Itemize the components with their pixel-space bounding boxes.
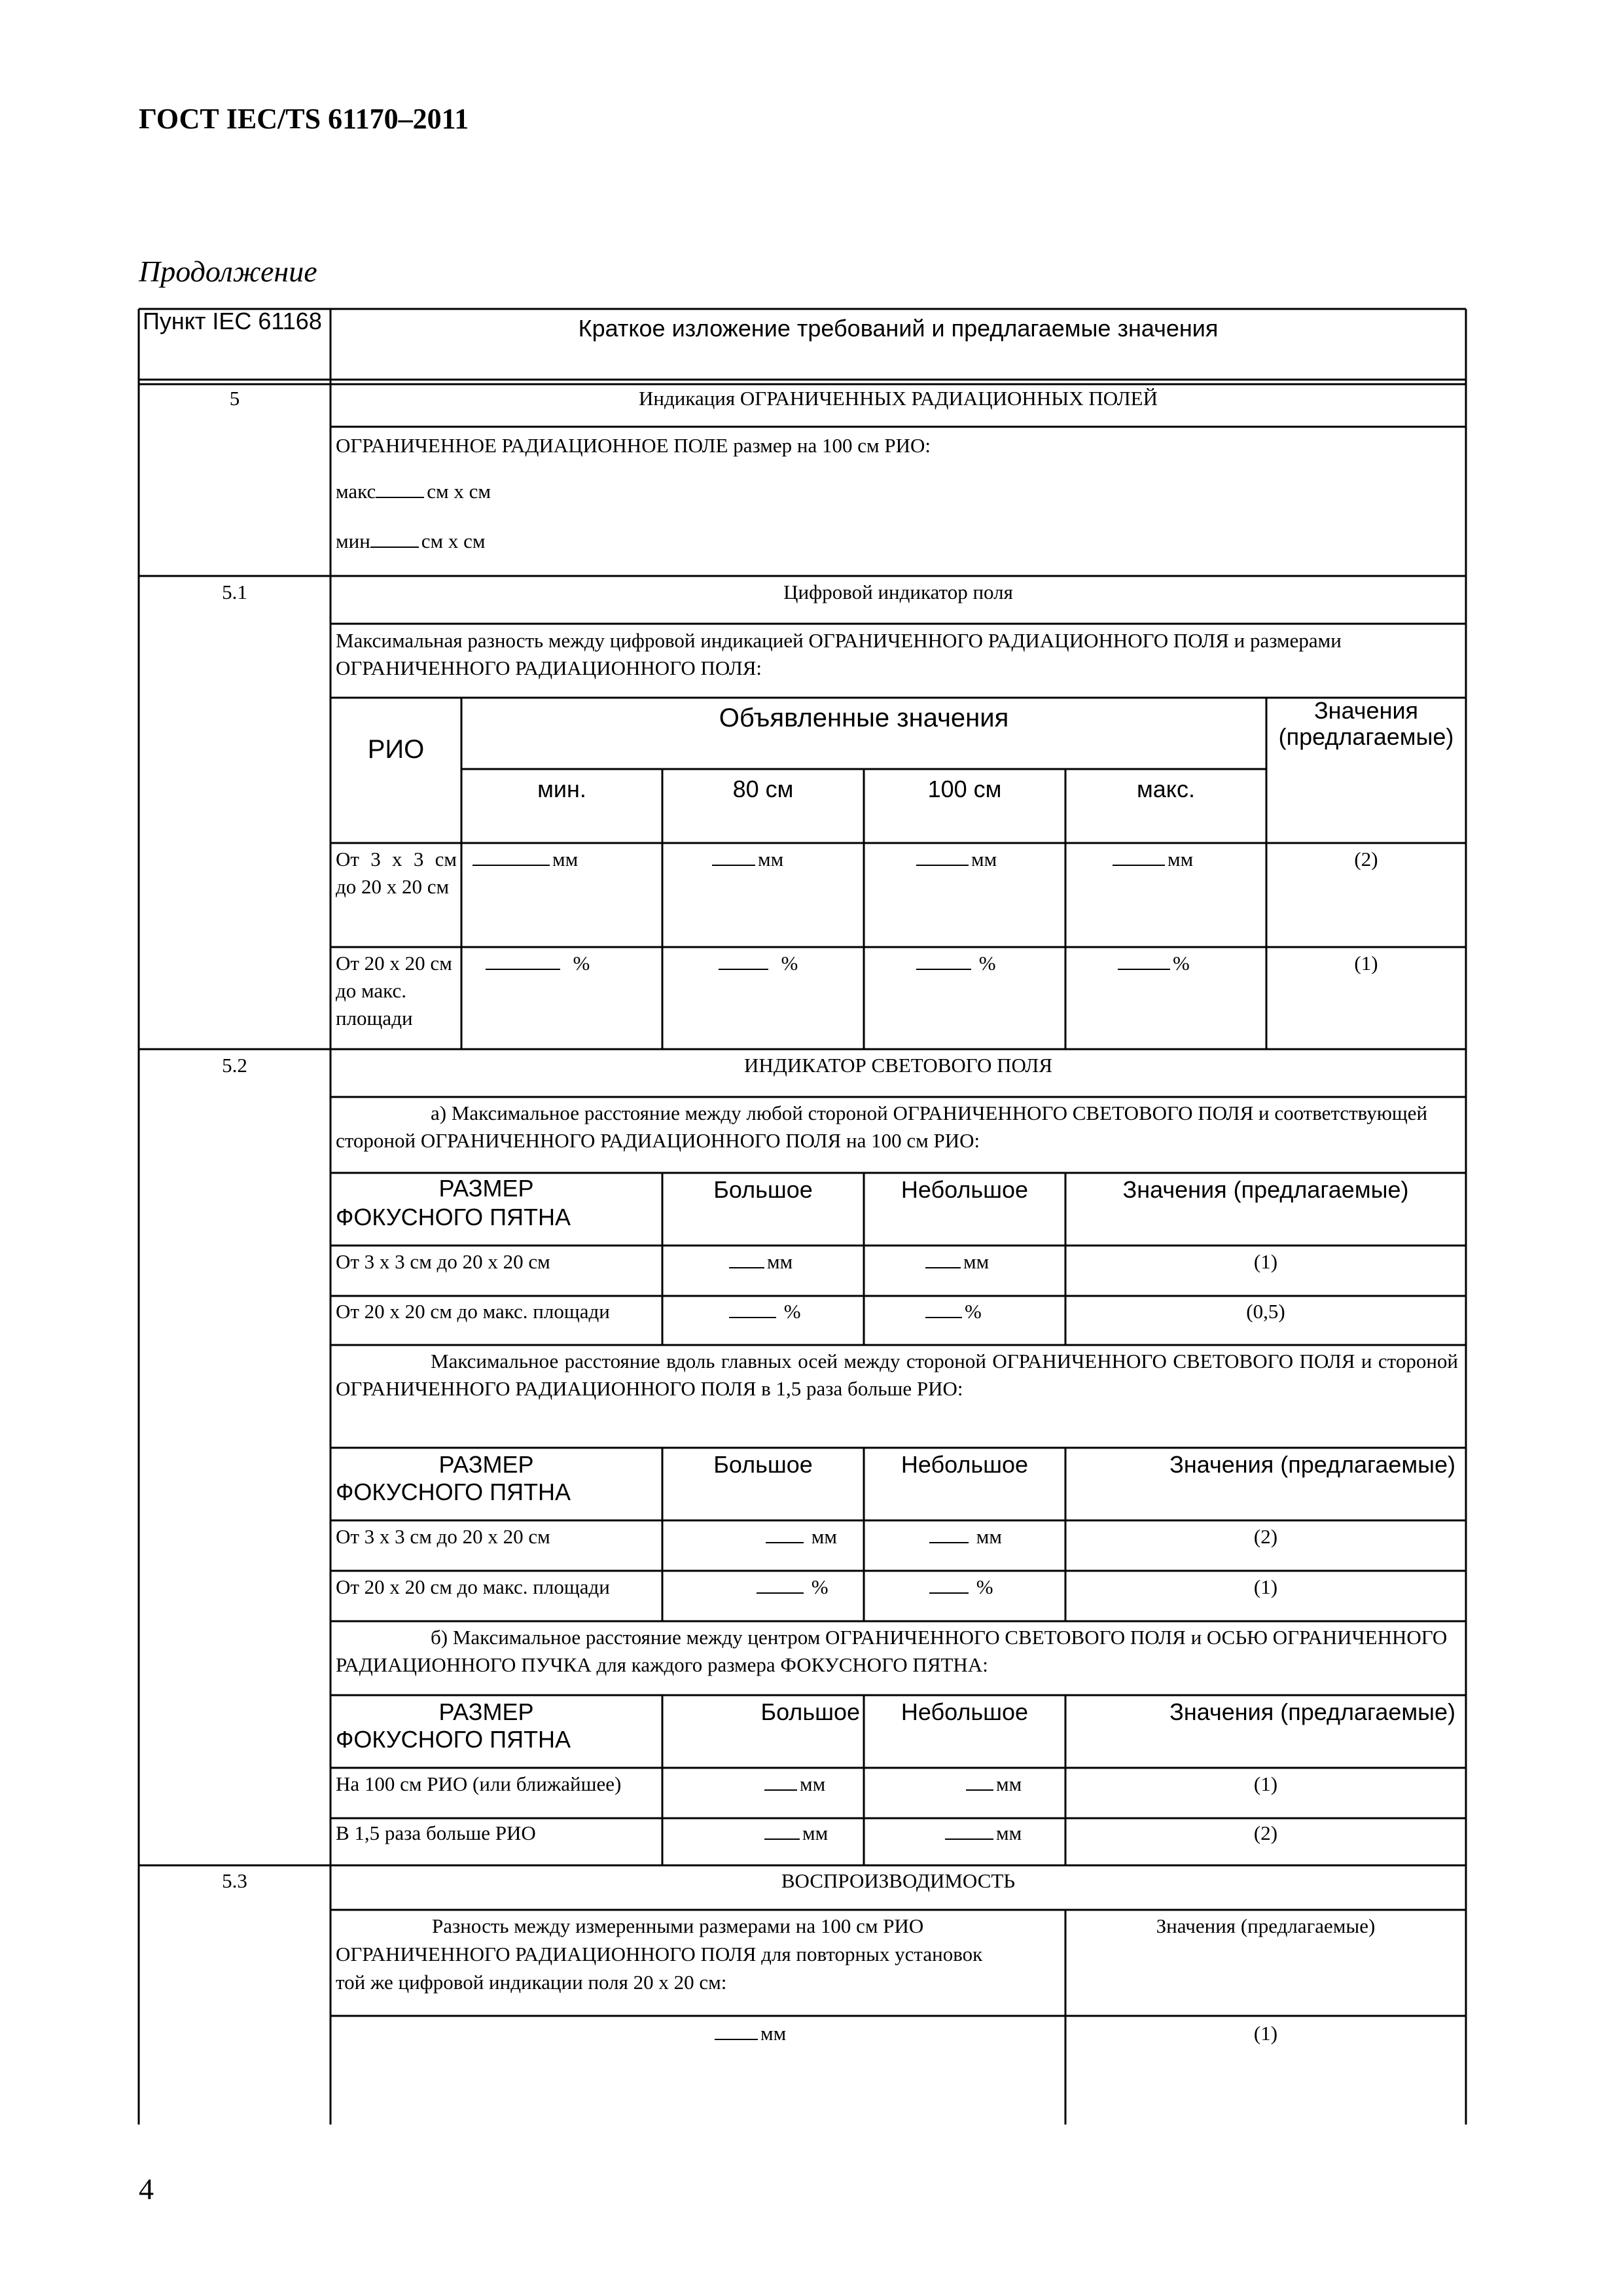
proposed-header: Значения (предлагаемые) xyxy=(1122,1176,1409,1203)
section-5-2a-desc: а) Максимальное расстояние между любой стороной ОГРАНИЧЕННОГО СВЕТОВОГО ПОЛЯ и соответствующей стороной ОГРАНИЧЕННОГО РАДИАЦИОННОГО ПОЛЯ на 100 см РИО: xyxy=(336,1102,1428,1152)
unit: мм xyxy=(1168,848,1194,870)
clause-number-5-2: 5.2 xyxy=(222,1054,247,1077)
focal-spot-size-header-2: ФОКУСНОГО ПЯТНА xyxy=(336,1479,571,1505)
focal-spot-size-header xyxy=(336,1174,637,1202)
ax-row2-large xyxy=(757,1573,829,1601)
row-20x20-80 xyxy=(719,950,798,977)
unit: % xyxy=(573,952,590,975)
ax-row1-large xyxy=(766,1523,837,1551)
unit: мм xyxy=(996,1821,1022,1844)
row-3x3-100 xyxy=(916,846,997,873)
unit: % xyxy=(978,952,996,975)
col-max: макс. xyxy=(1137,776,1195,802)
header-clause-column: Пункт IEC 61168 xyxy=(143,308,322,334)
size-line-1: РАЗМЕР xyxy=(438,1175,534,1202)
ax-row1-label: От 3 х 3 см до 20 х 20 см xyxy=(336,1525,550,1548)
col-min: мин. xyxy=(537,776,586,802)
focal-spot-size-header-2: ФОКУСНОГО ПЯТНА xyxy=(336,1726,571,1753)
document-id: ГОСТ IEC/TS 61170–2011 xyxy=(139,103,469,135)
col-80cm: 80 см xyxy=(732,776,794,802)
section-5-3-proposed: Значения (предлагаемые) xyxy=(1156,1914,1376,1937)
section-5-3-desc-1: Разность между измеренными размерами на 100 см РИО xyxy=(432,1914,924,1937)
large-header: Большое xyxy=(760,1698,860,1725)
a-row1-value: (1) xyxy=(1253,1250,1278,1273)
section-5-3-desc-2: ОГРАНИЧЕННОГО РАДИАЦИОННОГО ПОЛЯ для повторных установок xyxy=(336,1943,983,1965)
unit: % xyxy=(783,1300,801,1323)
clause-number-5-3: 5.3 xyxy=(222,1869,247,1892)
proposed-line-1: Значения xyxy=(1313,697,1419,724)
unit: мм xyxy=(760,2022,787,2045)
row-3x3-80 xyxy=(712,846,783,873)
section-5-3-value: (1) xyxy=(1253,2022,1278,2045)
min-unit: см х см xyxy=(421,529,486,552)
b-row1-large xyxy=(764,1770,825,1798)
row-3x3-min xyxy=(473,846,578,873)
focal-spot-size-header-2: ФОКУСНОГО ПЯТНА xyxy=(336,1204,571,1230)
blank[interactable] xyxy=(729,1300,776,1318)
row-20x20-min xyxy=(486,950,590,977)
section-5-1-title: Цифровой индикатор поля xyxy=(783,581,1013,603)
row-3x3-value: (2) xyxy=(1354,848,1378,870)
unit: мм xyxy=(811,1525,837,1548)
blank[interactable] xyxy=(729,1250,764,1268)
blank[interactable] xyxy=(715,2022,758,2040)
small-header: Небольшое xyxy=(901,1176,1029,1203)
clause-number-5-1: 5.1 xyxy=(222,581,247,603)
blank[interactable] xyxy=(764,1772,797,1791)
ax-row2-label: От 20 х 20 см до макс. площади xyxy=(336,1575,610,1598)
unit: мм xyxy=(758,848,784,870)
blank[interactable] xyxy=(929,1525,969,1543)
continuation-label: Продолжение xyxy=(139,255,317,288)
a-row1-small xyxy=(925,1248,989,1276)
blank[interactable] xyxy=(1118,952,1170,970)
row-20x20-max xyxy=(1118,950,1190,977)
blank[interactable] xyxy=(766,1525,804,1543)
focal-spot-size-header: РАЗМЕР xyxy=(438,1698,534,1725)
b-row2-label: В 1,5 раза больше РИО xyxy=(336,1821,536,1844)
a-row2-value: (0,5) xyxy=(1246,1300,1285,1323)
blank[interactable] xyxy=(712,848,755,866)
unit: % xyxy=(965,1300,982,1323)
ax-row2-value: (1) xyxy=(1253,1575,1278,1598)
blank[interactable] xyxy=(929,1575,969,1594)
blank[interactable] xyxy=(486,952,560,970)
a-row2-large xyxy=(729,1298,801,1325)
section-5-title: Индикация ОГРАНИЧЕННЫХ РАДИАЦИОННЫХ ПОЛЕЙ xyxy=(639,387,1158,410)
ax-row1-small xyxy=(929,1523,1002,1551)
section-5-3-title: ВОСПРОИЗВОДИМОСТЬ xyxy=(781,1869,1016,1892)
b-row1-small xyxy=(966,1770,1022,1798)
a-row2-label: От 20 х 20 см до макс. площади xyxy=(336,1300,610,1323)
unit: % xyxy=(1173,952,1190,975)
unit: % xyxy=(811,1575,829,1598)
unit: % xyxy=(781,952,798,975)
a-row1-large xyxy=(729,1248,793,1276)
b-row1-label: На 100 см РИО (или ближайшее) xyxy=(336,1772,622,1795)
clause-number-5: 5 xyxy=(229,387,240,410)
blank[interactable] xyxy=(925,1300,962,1318)
row-3x3-max xyxy=(1113,846,1193,873)
blank[interactable] xyxy=(1113,848,1165,866)
row-20x20-label: От 20 х 20 см до макс. площади xyxy=(336,952,452,1030)
max-blank[interactable] xyxy=(376,480,424,498)
section-5-min xyxy=(336,528,486,555)
b-row2-small xyxy=(945,1820,1022,1847)
row-20x20-value: (1) xyxy=(1354,952,1378,975)
unit: мм xyxy=(800,1772,826,1795)
rio-header: РИО xyxy=(367,735,425,764)
unit: мм xyxy=(971,848,997,870)
ax-row2-small xyxy=(929,1573,993,1601)
blank[interactable] xyxy=(916,848,969,866)
section-5-2b-desc: б) Максимальное расстояние между центром ОГРАНИЧЕННОГО СВЕТОВОГО ПОЛЯ и ОСЬЮ ОГРАНИЧЕННОГО РАДИАЦИОННОГО ПУЧКА для каждого размера ФОКУСНОГО ПЯТНА: xyxy=(336,1626,1448,1676)
large-header: Большое xyxy=(713,1451,813,1478)
b-row1-value: (1) xyxy=(1253,1772,1278,1795)
row-20x20-100 xyxy=(916,950,996,977)
ax-row1-value: (2) xyxy=(1253,1525,1278,1548)
section-5-2-title: ИНДИКАТОР СВЕТОВОГО ПОЛЯ xyxy=(743,1054,1053,1077)
blank[interactable] xyxy=(916,952,971,970)
min-label: мин xyxy=(336,529,370,552)
small-header: Небольшое xyxy=(901,1451,1029,1478)
proposed-header: Значения (предлагаемые) xyxy=(1169,1698,1455,1725)
section-5-3-desc-3: той же цифровой индикации поля 20 х 20 см: xyxy=(336,1971,727,1994)
section-5-line: ОГРАНИЧЕННОЕ РАДИАЦИОННОЕ ПОЛЕ размер на 100 см РИО: xyxy=(336,434,931,457)
unit: мм xyxy=(767,1250,793,1273)
b-row2-large xyxy=(764,1820,828,1847)
blank[interactable] xyxy=(719,952,768,970)
blank[interactable] xyxy=(473,848,550,866)
max-label: макс xyxy=(336,480,376,503)
unit: мм xyxy=(976,1525,1002,1548)
declared-values-header: Объявленные значения xyxy=(719,704,1009,732)
focal-spot-size-header: РАЗМЕР xyxy=(438,1451,534,1478)
blank[interactable] xyxy=(757,1575,804,1594)
a-row2-small xyxy=(925,1298,982,1325)
unit: мм xyxy=(802,1821,829,1844)
row-3x3-label: От 3 х 3 см до 20 х 20 см xyxy=(336,848,457,898)
section-5-3-value-field xyxy=(715,2020,786,2047)
section-5-max xyxy=(336,478,491,505)
proposed-line-2: (предлагаемые) xyxy=(1278,723,1454,750)
unit: % xyxy=(976,1575,993,1598)
blank[interactable] xyxy=(966,1772,993,1791)
blank[interactable] xyxy=(764,1821,800,1840)
min-blank[interactable] xyxy=(370,529,419,548)
a-row1-label: От 3 х 3 см до 20 х 20 см xyxy=(336,1250,550,1273)
page-number: 4 xyxy=(139,2172,154,2206)
blank[interactable] xyxy=(945,1821,993,1840)
b-row2-value: (2) xyxy=(1253,1821,1278,1844)
blank[interactable] xyxy=(925,1250,961,1268)
unit: мм xyxy=(996,1772,1022,1795)
unit: мм xyxy=(552,848,579,870)
proposed-header: Значения (предлагаемые) xyxy=(1169,1451,1455,1478)
section-5-1-desc: Максимальная разность между цифровой индикацией ОГРАНИЧЕННОГО РАДИАЦИОННОГО ПОЛЯ и размерами ОГРАНИЧЕННОГО РАДИАЦИОННОГО ПОЛЯ: xyxy=(336,629,1342,679)
header-summary-column: Краткое изложение требований и предлагаемые значения xyxy=(578,315,1219,342)
proposed-values-header xyxy=(1266,698,1466,749)
large-header: Большое xyxy=(713,1176,813,1203)
max-unit: см х см xyxy=(427,480,491,503)
section-5-2-axis-desc: Максимальное расстояние вдоль главных осей между стороной ОГРАНИЧЕННОГО СВЕТОВОГО ПОЛЯ и стороной ОГРАНИЧЕННОГО РАДИАЦИОННОГО ПОЛЯ в 1,5 раза больше РИО: xyxy=(336,1350,1458,1400)
col-100cm: 100 см xyxy=(927,776,1002,802)
small-header: Небольшое xyxy=(901,1698,1029,1725)
unit: мм xyxy=(963,1250,990,1273)
